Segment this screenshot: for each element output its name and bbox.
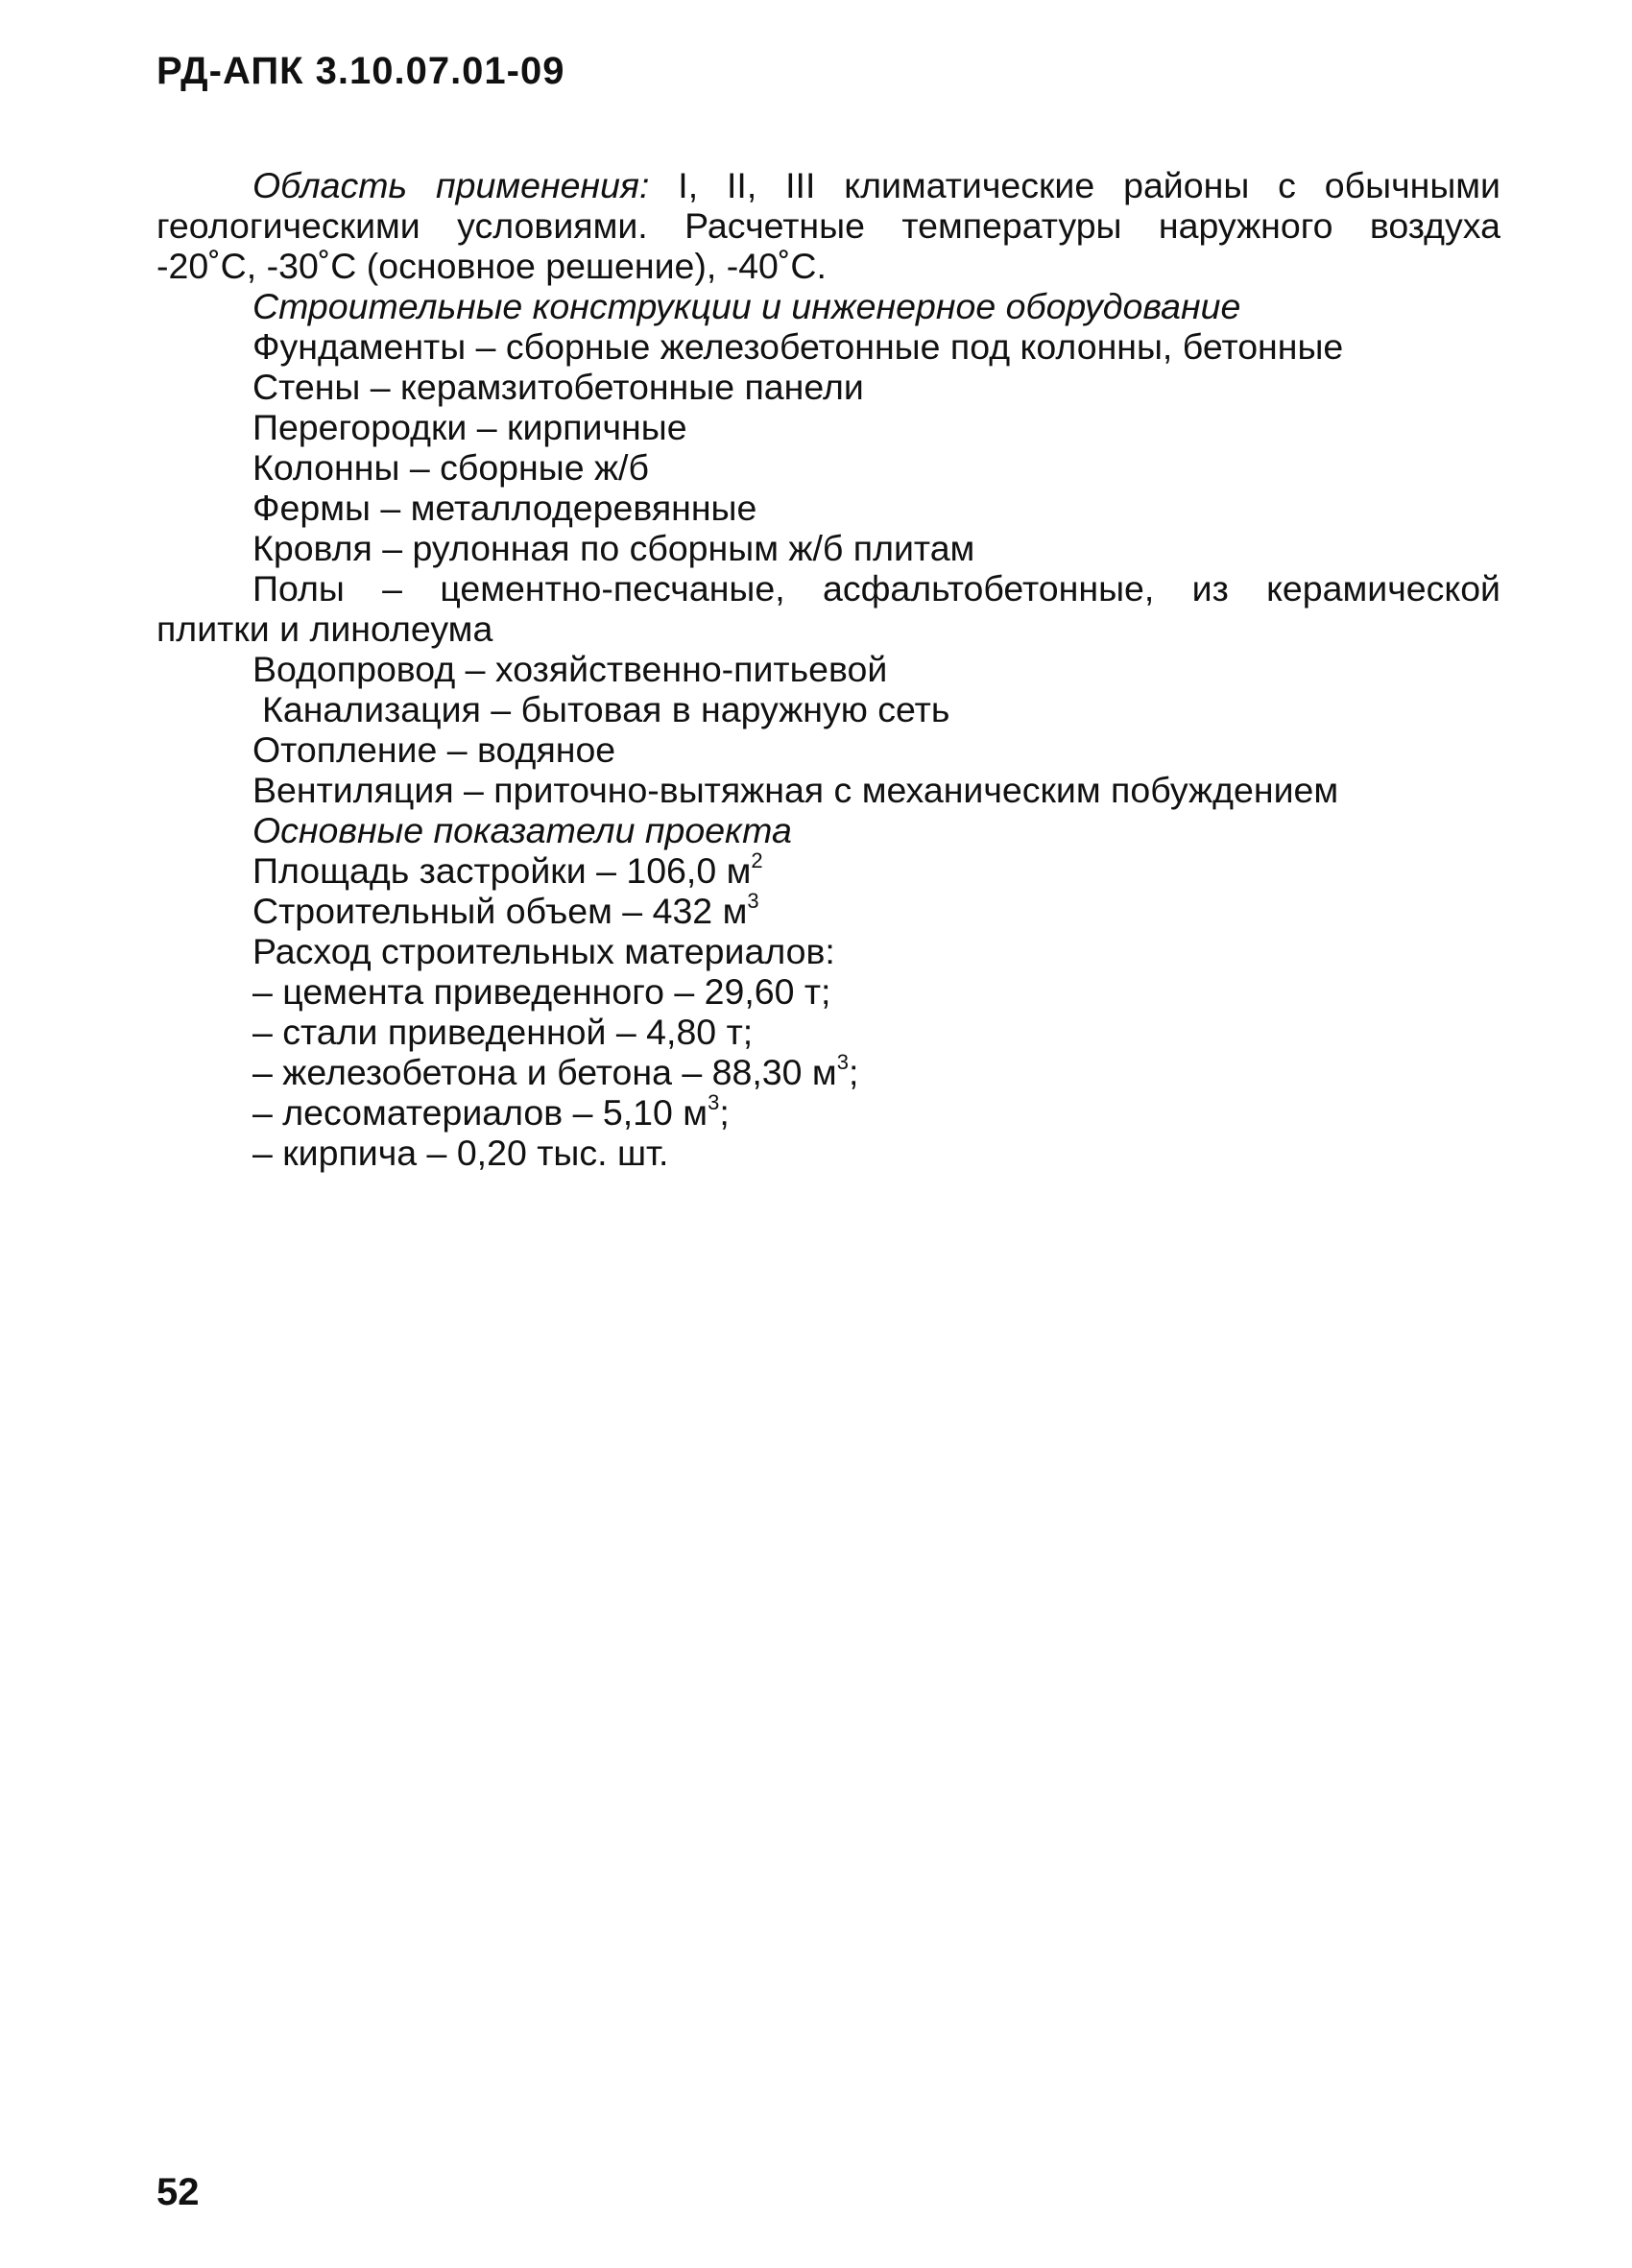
indicator-area bbox=[252, 850, 763, 892]
material-concrete bbox=[252, 1052, 858, 1093]
volume-text: Строительный объем – 432 м bbox=[252, 891, 748, 931]
item-trusses: Фермы – металлодеревянные bbox=[252, 488, 757, 528]
material-steel: – стали приведенной – 4,80 т; bbox=[252, 1012, 754, 1052]
item-floors-line-1: Полы – цементно-песчаные, асфальтобетонные, из керамической bbox=[252, 568, 1500, 609]
timber-text: – лесоматериалов – 5,10 м bbox=[252, 1092, 708, 1133]
scope-line-3: -20˚С, -30˚С (основное решение), -40˚С. bbox=[156, 246, 827, 286]
item-columns: Колонны – сборные ж/б bbox=[252, 447, 649, 488]
timber-tail: ; bbox=[719, 1092, 730, 1133]
area-text: Площадь застройки – 106,0 м bbox=[252, 850, 752, 891]
item-floors-line-2: плитки и линолеума bbox=[156, 609, 493, 649]
item-heating: Отопление – водяное bbox=[252, 729, 616, 770]
concrete-sup: 3 bbox=[836, 1050, 849, 1074]
scope-line-2: геологическими условиями. Расчетные температуры наружного воздуха bbox=[156, 205, 1500, 246]
item-ventilation: Вентиляция – приточно-вытяжная с механическим побуждением bbox=[252, 770, 1339, 810]
item-partitions: Перегородки – кирпичные bbox=[252, 407, 687, 447]
item-walls: Стены – керамзитобетонные панели bbox=[252, 367, 864, 407]
item-roof: Кровля – рулонная по сборным ж/б плитам bbox=[252, 528, 975, 568]
indicator-volume bbox=[252, 891, 759, 932]
item-sewer: Канализация – бытовая в наружную сеть bbox=[262, 689, 950, 729]
concrete-tail: ; bbox=[848, 1052, 859, 1092]
indicators-heading: Основные показатели проекта bbox=[252, 810, 792, 850]
area-sup: 2 bbox=[751, 848, 763, 872]
item-foundations: Фундаменты – сборные железобетонные под колонны, бетонные bbox=[252, 326, 1344, 367]
constructions-heading: Строительные конструкции и инженерное оборудование bbox=[252, 286, 1241, 326]
document-code: РД-АПК 3.10.07.01-09 bbox=[156, 50, 565, 92]
scope-line-1 bbox=[252, 165, 1500, 206]
item-water: Водопровод – хозяйственно-питьевой bbox=[252, 649, 888, 689]
concrete-text: – железобетона и бетона – 88,30 м bbox=[252, 1052, 837, 1092]
materials-heading: Расход строительных материалов: bbox=[252, 931, 835, 971]
page-number: 52 bbox=[156, 2171, 200, 2213]
volume-sup: 3 bbox=[747, 889, 759, 913]
material-cement: – цемента приведенного – 29,60 т; bbox=[252, 971, 831, 1012]
material-timber bbox=[252, 1092, 730, 1134]
scope-text: I, II, III климатические районы с обычными bbox=[649, 165, 1500, 205]
scope-label: Область применения: bbox=[252, 165, 650, 205]
timber-sup: 3 bbox=[708, 1090, 720, 1114]
material-brick: – кирпича – 0,20 тыс. шт. bbox=[252, 1133, 669, 1173]
